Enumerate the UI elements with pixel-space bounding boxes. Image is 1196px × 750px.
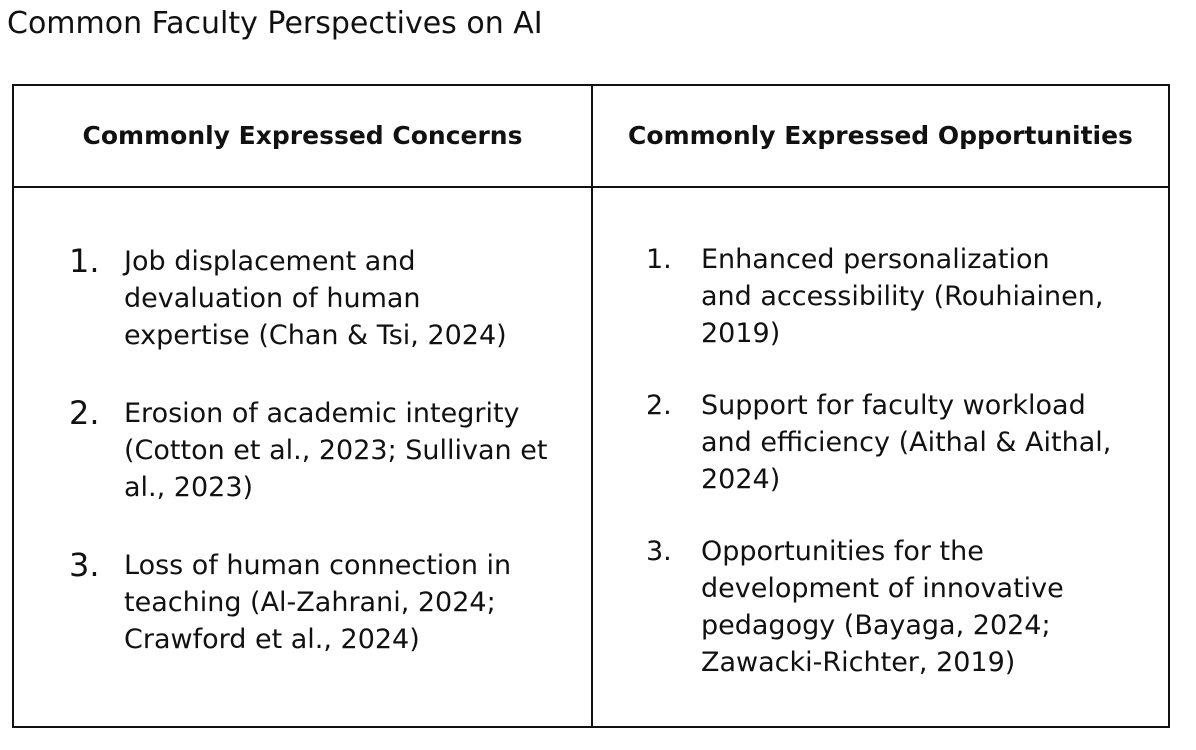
concern-item-2 bbox=[69, 395, 547, 506]
list-number: 1. bbox=[646, 244, 672, 275]
list-item-text bbox=[124, 547, 511, 658]
opportunity-item-2 bbox=[646, 387, 1111, 498]
document-title: Common Faculty Perspectives on AI bbox=[7, 6, 543, 41]
text-line: 2024) bbox=[701, 464, 781, 495]
text-line: teaching (Al-Zahrani, 2024; bbox=[124, 587, 496, 618]
text-line: (Cotton et al., 2023; Sullivan et bbox=[124, 435, 548, 466]
list-item-text bbox=[124, 243, 507, 354]
text-line: Erosion of academic integrity bbox=[124, 398, 520, 429]
text-line: 2019) bbox=[701, 318, 781, 349]
list-item-text bbox=[701, 241, 1103, 352]
header-divider bbox=[14, 186, 1168, 188]
list-number: 3. bbox=[646, 536, 672, 567]
list-number: 3. bbox=[69, 546, 100, 584]
text-line: Zawacki-Richter, 2019) bbox=[701, 647, 1016, 678]
concerns-header: Commonly Expressed Concerns bbox=[82, 121, 523, 150]
text-line: Opportunities for the bbox=[701, 536, 984, 567]
text-line: pedagogy (Bayaga, 2024; bbox=[701, 610, 1051, 641]
list-number: 1. bbox=[69, 242, 100, 280]
concern-item-3 bbox=[69, 547, 511, 658]
concern-item-1 bbox=[69, 243, 507, 354]
text-line: and accessibility (Rouhiainen, bbox=[701, 281, 1104, 312]
list-item-text bbox=[701, 387, 1111, 498]
text-line: Enhanced personalization bbox=[701, 244, 1050, 275]
list-item-text bbox=[701, 533, 1064, 681]
list-item-text bbox=[124, 395, 547, 506]
opportunity-item-1 bbox=[646, 241, 1103, 352]
text-line: devaluation of human bbox=[124, 283, 421, 314]
text-line: expertise (Chan & Tsi, 2024) bbox=[124, 320, 507, 351]
list-number: 2. bbox=[69, 394, 100, 432]
perspectives-table bbox=[12, 84, 1170, 728]
text-line: al., 2023) bbox=[124, 472, 254, 503]
opportunity-item-3 bbox=[646, 533, 1064, 681]
opportunities-header: Commonly Expressed Opportunities bbox=[628, 121, 1133, 150]
text-line: Loss of human connection in bbox=[124, 550, 512, 581]
text-line: and efficiency (Aithal & Aithal, bbox=[701, 427, 1112, 458]
text-line: Job displacement and bbox=[124, 246, 416, 277]
list-number: 2. bbox=[646, 390, 672, 421]
text-line: Support for faculty workload bbox=[701, 390, 1086, 421]
text-line: Crawford et al., 2024) bbox=[124, 624, 420, 655]
text-line: development of innovative bbox=[701, 573, 1064, 604]
